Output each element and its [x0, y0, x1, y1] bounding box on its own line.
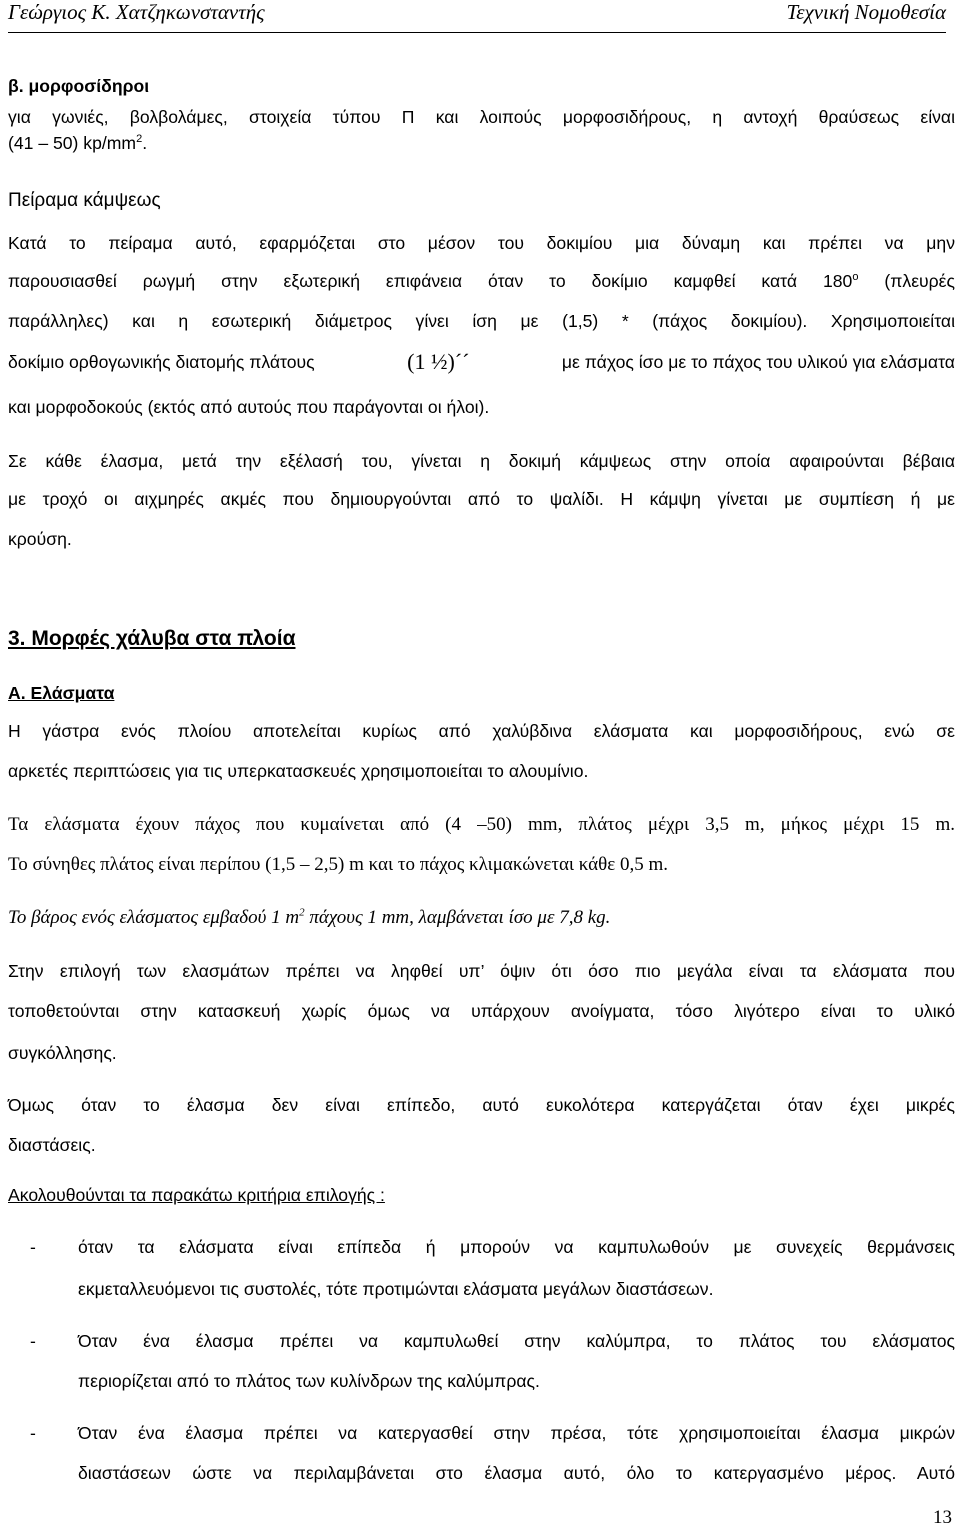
- bending-line5: και μορφοδοκούς (εκτός από αυτούς που παράγονται οι ήλοι).: [8, 397, 490, 417]
- s3-p3: [8, 906, 955, 930]
- criteria-item-line2: εκμεταλλευόμενοι τις συστολές, τότε προτιμώνται ελάσματα μεγάλων διαστάσεων.: [78, 1279, 714, 1299]
- bullet-dash: -: [30, 1331, 36, 1351]
- bending-title: Πείραμα κάμψεως: [8, 190, 161, 211]
- page-header: [8, 0, 946, 33]
- bending-p2-line2: με τροχό οι αιχμηρές ακμές που δημιουργούνται από το ψαλίδι. Η κάμψη γίνεται με συμπίεση ή με: [8, 489, 955, 509]
- criteria-item: [8, 1236, 955, 1300]
- criteria-item: [8, 1422, 955, 1486]
- bending-line4: [8, 350, 955, 374]
- section-b-line2: [8, 132, 955, 154]
- bullet-dash: -: [30, 1237, 36, 1257]
- width-fraction: (1 ½)´´: [407, 349, 470, 374]
- section3-sub-a: Α. Ελάσματα: [8, 683, 115, 703]
- s3-p4-line2: τοποθετούνται στην κατασκευή χωρίς όμως να υπάρχουν ανοίγματα, τόσο λιγότερο είναι το υλικό: [8, 1001, 955, 1021]
- criteria-title: Ακολουθούνται τα παρακάτω κριτήρια επιλογής :: [8, 1185, 385, 1205]
- criteria-item: [8, 1330, 955, 1394]
- bending-line4-post: με πάχος ίσο με το πάχος του υλικού για ελάσματα: [561, 352, 955, 372]
- bending-line2-text: παρουσιασθεί ρωγμή στην εξωτερική επιφάνεια όταν το δοκίμιο καμφθεί κατά 180: [8, 271, 853, 291]
- s3-p3-sup: 2: [299, 906, 305, 919]
- bending-line4-pre: δοκίμιο ορθογωνικής διατομής πλάτους: [8, 352, 315, 372]
- s3-p3-pre: Το βάρος ενός ελάσματος εμβαδού 1 m: [8, 907, 300, 928]
- bending-line3: παράλληλες) και η εσωτερική διάμετρος γίνει ίση με (1,5) * (πάχος δοκιμίου). Χρησιμοποιείται: [8, 311, 955, 331]
- line2-text: (41 – 50) kp/mm: [8, 133, 137, 153]
- bending-p2-line3: κρούση.: [8, 529, 72, 549]
- s3-p1-line2: αρκετές περιπτώσεις για τις υπερκατασκευές χρησιμοποιείται το αλουμίνιο.: [8, 761, 589, 781]
- header-author: Γεώργιος Κ. Χατζηκωνσταντής: [8, 0, 265, 24]
- criteria-item-line2: διαστάσεων ώστε να περιλαμβάνεται στο έλασμα αυτό, όλο το κατεργασμένο μέρος. Αυτό: [78, 1463, 955, 1483]
- s3-p4-line1: Στην επιλογή των ελασμάτων πρέπει να ληφθεί υπ’ όψιν ότι όσο πιο μεγάλα είναι τα ελάσματα που: [8, 961, 955, 981]
- page-number: 13: [933, 1507, 952, 1528]
- s3-p2-line1: Τα ελάσματα έχουν πάχος που κυμαίνεται από (4 –50) mm, πλάτος μέχρι 3,5 m, μήκος μέχρι 15 m.: [8, 814, 955, 835]
- bending-line2: [8, 270, 955, 292]
- section3-title: 3. Μορφές χάλυβα στα πλοία: [8, 627, 296, 650]
- degree-sup: ο: [852, 271, 859, 284]
- criteria-item-line1: Όταν ένα έλασμα πρέπει να καμπυλωθεί στην καλύμπρα, το πλάτος του ελάσματος: [78, 1331, 955, 1351]
- s3-p4-line3: συγκόλλησης.: [8, 1043, 117, 1063]
- s3-p5-line1: Όμως όταν το έλασμα δεν είναι επίπεδο, αυτό ευκολότερα κατεργάζεται όταν έχει μικρές: [8, 1095, 955, 1115]
- criteria-item-line2: περιορίζεται από το πλάτος των κυλίνδρων της καλύμπρας.: [78, 1371, 540, 1391]
- bending-line1: Κατά το πείραμα αυτό, εφαρμόζεται στο μέσον του δοκιμίου μια δύναμη και πρέπει να μην: [8, 233, 955, 253]
- s3-p5-line2: διαστάσεις.: [8, 1135, 96, 1155]
- line2-post: .: [142, 133, 148, 153]
- header-subject: Τεχνική Νομοθεσία: [786, 0, 946, 24]
- s3-p3-post: πάχους 1 mm, λαμβάνεται ίσο με 7,8 kg.: [304, 907, 611, 928]
- s3-p1-line1: Η γάστρα ενός πλοίου αποτελείται κυρίως από χαλύβδινα ελάσματα και μορφοσιδήρους, ενώ σε: [8, 721, 955, 741]
- s3-p2-line2: Το σύνηθες πλάτος είναι περίπου (1,5 – 2,5) m και το πάχος κλιμακώνεται κάθε 0,5 m.: [8, 854, 668, 875]
- bending-line2-post: (πλευρές: [858, 271, 955, 291]
- section-b-title: β. μορφοσίδηροι: [8, 76, 150, 96]
- criteria-item-line1: όταν τα ελάσματα είναι επίπεδα ή μπορούν να καμπυλωθούν με συνεχείς θερμάνσεις: [78, 1237, 955, 1257]
- bending-p2-line1: Σε κάθε έλασμα, μετά την εξέλασή του, γίνεται η δοκιμή κάμψεως στην οποία αφαιρούνται βέβαια: [8, 451, 955, 471]
- line2-sup: 2: [136, 133, 143, 146]
- section-b-line1: για γωνιές, βολβολάμες, στοιχεία τύπου Π και λοιπούς μορφοσιδήρους, η αντοχή θραύσεως είναι: [8, 107, 955, 127]
- bullet-dash: -: [30, 1423, 36, 1443]
- criteria-item-line1: Όταν ένα έλασμα πρέπει να κατεργασθεί στην πρέσα, τότε χρησιμοποιείται έλασμα μικρών: [78, 1423, 955, 1443]
